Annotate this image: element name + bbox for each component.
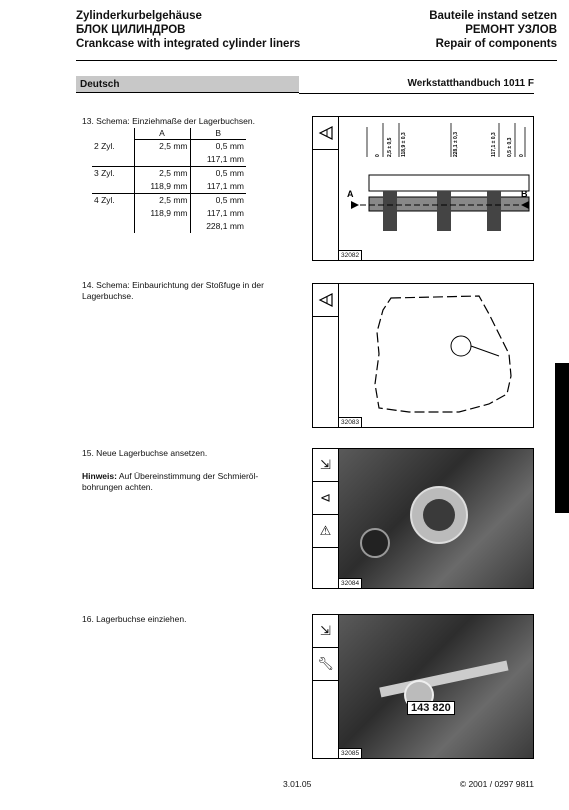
- page-number: 3.01.05: [283, 779, 312, 789]
- header-right: [429, 9, 557, 51]
- table-row: 4 Zyl. 2,5 mm 0,5 mm: [94, 195, 244, 205]
- header-section-de: Bauteile instand setzen: [429, 10, 557, 22]
- dim-label: 0: [375, 154, 381, 157]
- figure-number: 32082: [339, 250, 362, 260]
- hint-text: Auf Übereinstimmung der Schmierölbohrungen achten.: [82, 471, 259, 492]
- step-14-text: 14. Schema: Einbaurichtung der Stoßfuge in der Lagerbuchse.: [82, 280, 264, 301]
- table-row: 2 Zyl. 2,5 mm 0,5 mm: [94, 140, 244, 151]
- col-b-header: B: [190, 128, 246, 140]
- figure-number: 32085: [339, 748, 362, 758]
- table-row: 3 Zyl. 2,5 mm 0,5 mm: [94, 168, 244, 178]
- side-tab-marker: [555, 363, 569, 513]
- table-row: 118,9 mm 117,1 mm: [92, 207, 246, 220]
- manual-title: Werkstatthandbuch 1011 F: [407, 78, 534, 89]
- hint-note: [82, 471, 292, 493]
- step-15-text: 15. Neue Lagerbuchse ansetzen.: [82, 448, 208, 458]
- step-16-text: 16. Lagerbuchse einziehen.: [82, 614, 187, 624]
- figure-number: 32083: [339, 417, 362, 427]
- dim-label: 2,5 ± 0,5: [387, 137, 393, 157]
- figure-number: 32084: [339, 578, 362, 588]
- label-a: A: [347, 189, 354, 199]
- tool-number: 143 820: [407, 701, 455, 715]
- caliper-icon: [313, 284, 338, 317]
- figure-icon-column: [313, 117, 339, 260]
- warning-icon: ⚠: [313, 515, 338, 548]
- col-a-header: A: [134, 128, 190, 140]
- table-row: 117,1 mm: [92, 153, 246, 167]
- figure-32084: [312, 448, 534, 589]
- figure-icon-column: [313, 449, 339, 588]
- manual-rule: [299, 93, 534, 94]
- label-b: B: [521, 189, 528, 199]
- figure-32083: [312, 283, 534, 428]
- figure-32085: [312, 614, 534, 759]
- figure-icon-column: [313, 284, 339, 427]
- dim-label: 118,9 ± 0,3: [401, 132, 407, 157]
- caliper-icon: [313, 117, 338, 150]
- header-section-en: Repair of components: [435, 38, 557, 50]
- photo-bushing-placement: [339, 449, 533, 588]
- dimensions-table: [92, 128, 246, 233]
- table-row: 228,1 mm: [92, 220, 246, 233]
- bushing-outline-drawing: [339, 284, 533, 427]
- header-title-de: Zylinderkurbelgehäuse: [76, 10, 202, 22]
- copyright: © 2001 / 0297 9811: [459, 779, 534, 789]
- header-left: [76, 9, 300, 51]
- language-bar: Deutsch: [76, 76, 299, 93]
- header-title-en: Crankcase with integrated cylinder liners: [76, 38, 301, 50]
- measure-icon: ⊲: [313, 482, 338, 515]
- table-row: 118,9 mm 117,1 mm: [92, 180, 246, 194]
- dim-label: 0,5 ± 0,3: [507, 137, 513, 157]
- dim-label: 0: [519, 154, 525, 157]
- header-rule: [76, 60, 557, 61]
- install-arrow-icon: ⇲: [313, 449, 338, 482]
- schematic-drawing: [339, 117, 533, 260]
- install-arrow-icon: ⇲: [313, 615, 338, 648]
- figure-icon-column: [313, 615, 339, 758]
- wrench-icon: 🔧︎: [313, 648, 338, 681]
- photo-bushing-pulling: [339, 615, 533, 758]
- header-title-ru: БЛОК ЦИЛИНДРОВ: [76, 24, 186, 36]
- step-13-text: 13. Schema: Einziehmaße der Lagerbuchsen.: [82, 116, 255, 126]
- dim-label: 117,1 ± 0,3: [491, 132, 497, 157]
- header-section-ru: РЕМОНТ УЗЛОВ: [465, 24, 557, 36]
- dim-label: 228,1 ± 0,3: [453, 132, 459, 157]
- hint-label: Hinweis:: [82, 471, 117, 481]
- figure-32082: [312, 116, 534, 261]
